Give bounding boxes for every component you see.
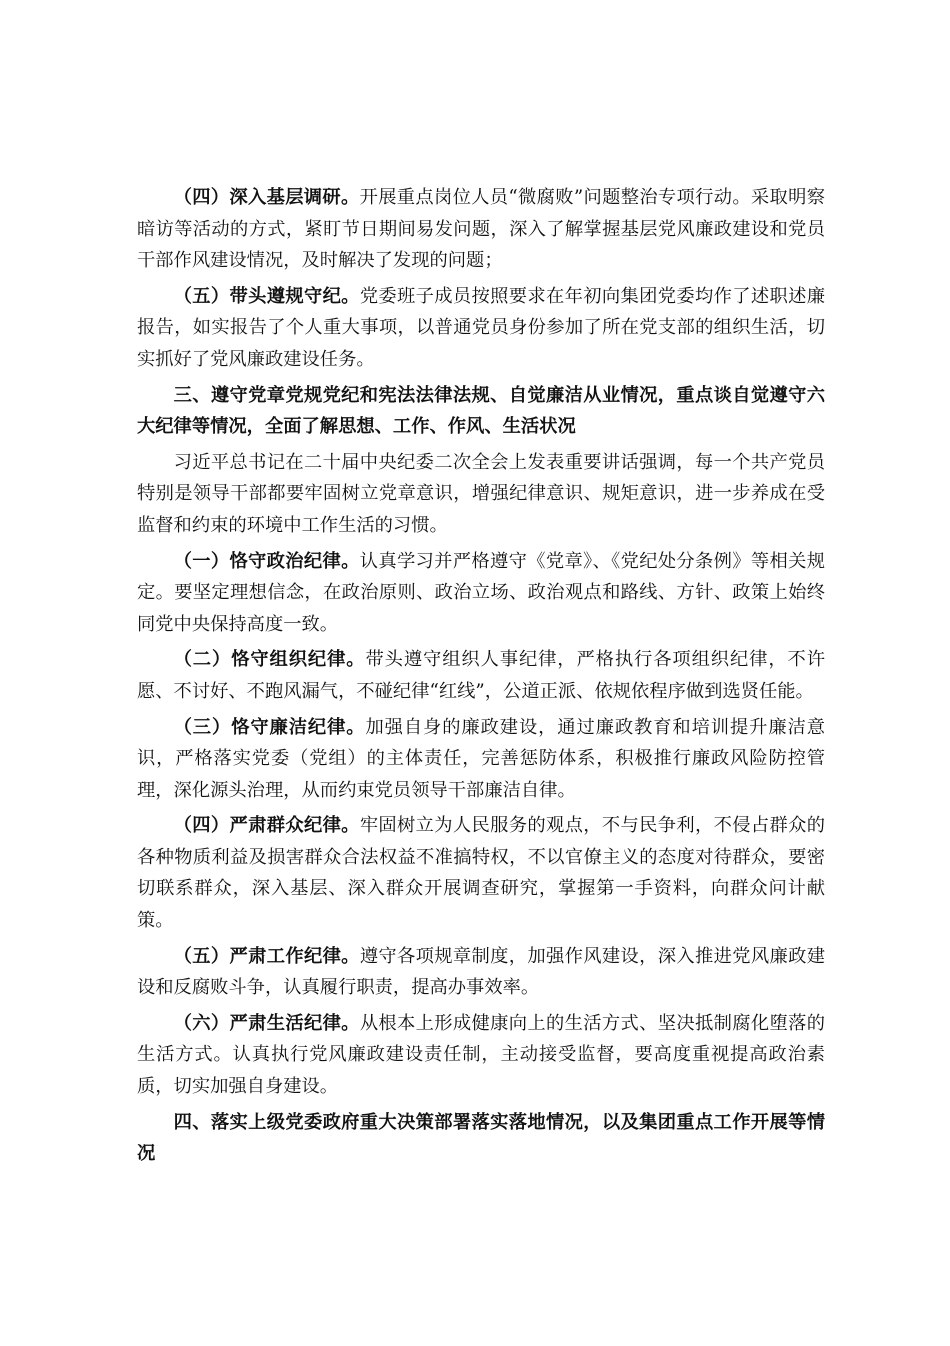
document-body (137, 182, 825, 1174)
paragraph-text: 认真学习并严格遵守《党章》、《党纪处分条例》等相关规定。要坚定理想信念，在政治原则、政治立场、政治观点和路线、方针、政策上始终同党中央保持高度一致。 (137, 550, 825, 635)
paragraph-text: 加强自身的廉政建设，通过廉政教育和培训提升廉洁意识，严格落实党委（党组）的主体责任，完善惩防体系，积极推行廉政风险防控管理，深化源头治理，从而约束党员领导干部廉洁自律。 (137, 716, 826, 801)
paragraph-follow-rules (137, 281, 825, 376)
paragraph-text: 带头遵守组织人事纪律，严格执行各项组织纪律，不许愿、不讨好、不跑风漏气，不碰纪律“红线”，公道正派、依规依程序做到选贤任能。 (137, 649, 826, 702)
paragraph-lead: （四）深入基层调研。 (173, 187, 360, 208)
paragraph-text: 习近平总书记在二十届中央纪委二次全会上发表重要讲话强调，每一个共产党员特别是领导干部都要牢固树立党章意识，增强纪律意识、规矩意识，进一步养成在受监督和约束的环境中工作生活的习惯。 (137, 451, 825, 536)
section-heading-four: 四、落实上级党委政府重大决策部署落实落地情况，以及集团重点工作开展等情况 (137, 1111, 825, 1165)
paragraph-mass-discipline (137, 810, 825, 936)
paragraph-lead: （五）严肃工作纪律。 (173, 945, 360, 967)
paragraph-lead: （五）带头遵规守纪。 (173, 285, 360, 307)
paragraph-text: 牢固树立为人民服务的观点，不与民争利，不侵占群众的各种物质利益及损害群众合法权益不准搞特权，不以官僚主义的态度对待群众，要密切联系群众，深入基层、深入群众开展调查研究，掌握第一手资料，向群众问计献策。 (137, 815, 826, 932)
paragraph-intro-quote (137, 447, 825, 542)
paragraph-life-discipline (137, 1008, 825, 1103)
section-heading-three: 三、遵守党章党规党纪和宪法法律法规、自觉廉洁从业情况，重点谈自觉遵守六大纪律等情况，全面了解思想、工作、作风、生活状况 (137, 384, 825, 438)
paragraph-lead: （四）严肃群众纪律。 (173, 815, 360, 837)
paragraph-text: 开展重点岗位人员“微腐败”问题整治专项行动。采取明察暗访等活动的方式，紧盯节日期间易发问题，深入了解掌握基层党风廉政建设和党员干部作风建设情况，及时解决了发现的问题； (137, 187, 825, 272)
paragraph-grassroots-research (137, 182, 825, 277)
paragraph-lead: （一）恪守政治纪律。 (173, 550, 360, 572)
paragraph-text: 从根本上形成健康向上的生活方式、坚决抵制腐化堕落的生活方式。认真执行党风廉政建设责任制，主动接受监督，要高度重视提高政治素质，切实加强自身建设。 (137, 1012, 826, 1098)
paragraph-lead: （二）恪守组织纪律。 (173, 649, 366, 671)
paragraph-organizational-discipline (137, 644, 825, 707)
paragraph-work-discipline (137, 941, 825, 1004)
paragraph-integrity-discipline (137, 712, 825, 807)
paragraph-lead: （六）严肃生活纪律。 (173, 1012, 360, 1034)
paragraph-text: 遵守各项规章制度，加强作风建设，深入推进党风廉政建设和反腐败斗争，认真履行职责，提高办事效率。 (137, 945, 826, 999)
paragraph-text: 党委班子成员按照要求在年初向集团党委均作了述职述廉报告，如实报告了个人重大事项，以普通党员身份参加了所在党支部的组织生活，切实抓好了党风廉政建设任务。 (137, 285, 826, 370)
paragraph-lead: （三）恪守廉洁纪律。 (173, 716, 366, 738)
paragraph-political-discipline (137, 546, 825, 641)
